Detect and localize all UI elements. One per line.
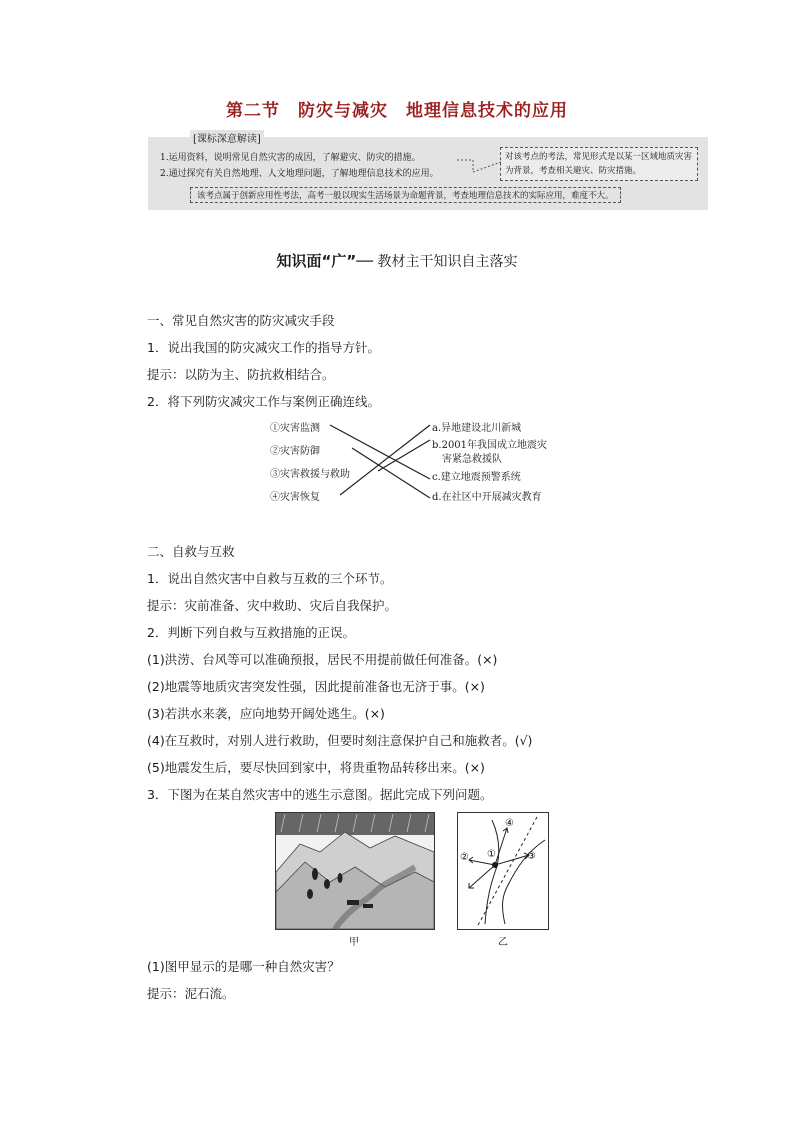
standard-requirement-1: 1.运用资料，说明常见自然灾害的成因，了解避灾、防灾的措施。	[160, 153, 421, 163]
match-left-item: ②灾害防御	[270, 446, 320, 457]
match-left-item: ①灾害监测	[270, 423, 320, 434]
part1-question-2: 2．将下列防灾减灾工作与案例正确连线。	[147, 394, 380, 409]
standards-note: 对该考点的考法，常见形式是以某一区域地质灾害为背景，考查相关避灾、防灾措施。	[500, 147, 698, 181]
judgment-item: (4)在互救时，对别人进行救助，但要时刻注意保护自己和施救者。(√)	[147, 733, 533, 748]
part1-answer-1: 提示：以防为主、防抗救相结合。	[147, 367, 335, 382]
match-right-item: c.建立地震预警系统	[432, 472, 521, 483]
figure-jia-caption: 甲	[349, 937, 359, 948]
figure-yi-caption: 乙	[498, 937, 508, 948]
page-title: 第二节 防灾与减灾 地理信息技术的应用	[226, 101, 568, 121]
direction-label: ①	[487, 849, 496, 860]
part2-heading: 二、自救与互救	[147, 544, 235, 559]
figure-jia-illustration	[275, 812, 435, 930]
section-header-rest: ── 教材主干知识自主落实	[356, 254, 518, 270]
match-right-item: a.异地建设北川新城	[432, 423, 522, 434]
section-header	[0, 250, 794, 271]
match-left-item: ③灾害救援与救助	[270, 469, 350, 480]
match-right-item: 害紧急救援队	[442, 454, 502, 465]
match-left-item: ④灾害恢复	[270, 492, 320, 503]
match-line	[330, 425, 430, 479]
standard-requirement-2: 2.通过探究有关自然地理、人文地理问题，了解地理信息技术的应用。	[160, 169, 439, 179]
part2-question-1: 1．说出自然灾害中自救与互救的三个环节。	[147, 571, 393, 586]
standards-footnote: 该考点属于创新应用性考法，高考一般以现实生活场景为命题背景，考查地理信息技术的实际应用，难度不大。	[190, 187, 621, 203]
note-connector	[455, 150, 505, 180]
judgment-item: (3)若洪水来袭，应向地势开阔处逃生。(×)	[147, 706, 385, 721]
match-line	[340, 425, 430, 495]
judgment-item: (2)地震等地质灾害突发性强，因此提前准备也无济于事。(×)	[147, 679, 485, 694]
judgment-item: (1)洪涝、台风等可以准确预报，居民不用提前做任何准备。(×)	[147, 652, 498, 667]
section-header-bold: 知识面“广”	[276, 252, 357, 270]
part1-heading: 一、常见自然灾害的防灾减灾手段	[147, 313, 335, 328]
match-right-item: d.在社区中开展减灾教育	[432, 492, 542, 503]
figure-yi-diagram	[457, 812, 549, 930]
part2-question-3: 3．下图为在某自然灾害中的逃生示意图。据此完成下列问题。	[147, 787, 493, 802]
match-lines	[320, 415, 435, 510]
part2-question-2: 2．判断下列自救与互救措施的正误。	[147, 625, 355, 640]
direction-label: ④	[505, 818, 514, 829]
direction-label: ③	[527, 851, 536, 862]
standards-box-label: [课标深意解读]	[190, 130, 264, 145]
part2-subanswer-1: 提示：泥石流。	[147, 986, 235, 1001]
part2-answer-1: 提示：灾前准备、灾中救助、灾后自我保护。	[147, 598, 398, 613]
part1-question-1: 1．说出我国的防灾减灾工作的指导方针。	[147, 340, 380, 355]
match-right-item: b.2001年我国成立地震灾	[432, 440, 548, 451]
direction-label: ②	[460, 852, 469, 863]
judgment-item: (5)地震发生后，要尽快回到家中，将贵重物品转移出来。(×)	[147, 760, 485, 775]
part2-subquestion-1: (1)图甲显示的是哪一种自然灾害？	[147, 959, 340, 974]
